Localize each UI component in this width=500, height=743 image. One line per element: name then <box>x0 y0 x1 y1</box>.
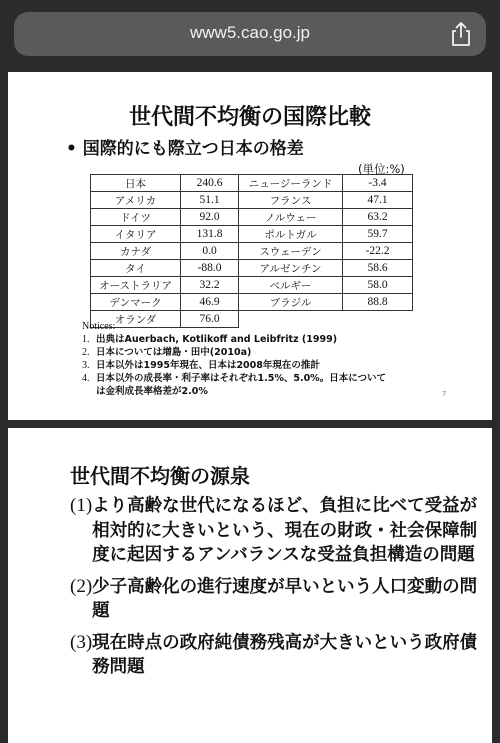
country-cell: 日本 <box>91 175 181 192</box>
value-cell: 88.8 <box>343 294 413 311</box>
country-cell: ポルトガル <box>239 226 343 243</box>
country-cell: ニュージーランド <box>239 175 343 192</box>
country-cell: アルゼンチン <box>239 260 343 277</box>
value-cell: -22.2 <box>343 243 413 260</box>
cause-text: 現在時点の政府純債務残高が大きいという政府債務問題 <box>92 632 478 677</box>
country-cell: オランダ <box>91 311 181 328</box>
table-row <box>91 226 413 243</box>
country-cell: イタリア <box>91 226 181 243</box>
note-number: 4. <box>82 373 90 384</box>
slide-title: 世代間不均衡の源泉 <box>70 464 250 488</box>
share-icon[interactable] <box>450 21 472 47</box>
value-cell: -3.4 <box>343 175 413 192</box>
country-cell: ブラジル <box>239 294 343 311</box>
note-text: 出典はAuerbach, Kotlikoff and Leibfritz (1999) <box>96 334 338 345</box>
value-cell: 131.8 <box>181 226 239 243</box>
cause-number: (1) <box>70 495 93 516</box>
value-cell: 58.0 <box>343 277 413 294</box>
cause-number: (3) <box>70 631 93 653</box>
note-number: 3. <box>82 360 90 371</box>
cause-text: より高齢な世代になるほど、負担に比べて受益が相対的に大きいという、現在の財政・社会保障制度に起因するアンバランスな受益負担構造の問題 <box>92 496 478 565</box>
note-item <box>82 333 386 346</box>
cause-item <box>70 631 480 680</box>
note-text: 日本については増島・田中(2010a) <box>96 347 252 358</box>
table-row <box>91 294 413 311</box>
cause-number: (2) <box>70 575 93 597</box>
country-cell: カナダ <box>91 243 181 260</box>
table-row <box>91 175 413 192</box>
country-cell: タイ <box>91 260 181 277</box>
country-cell: オーストラリア <box>91 277 181 294</box>
slide-bullet: • 国際的にも際立つ日本の格差 <box>66 139 304 159</box>
note-text: 日本以外の成長率・利子率はそれぞれ1.5%、5.0%。日本について <box>96 373 387 384</box>
url-text[interactable]: www5.cao.go.jp <box>189 23 310 42</box>
notices-label: Notices: <box>82 321 116 332</box>
country-cell: ベルギー <box>239 277 343 294</box>
cause-text: 少子高齢化の進行速度が早いという人口変動の問題 <box>92 576 478 621</box>
note-number: 2. <box>82 347 90 358</box>
value-cell: 92.0 <box>181 209 239 226</box>
country-cell: フランス <box>239 192 343 209</box>
note-number: 1. <box>82 334 90 345</box>
slide-title: 世代間不均衡の国際比較 <box>128 105 371 130</box>
country-cell: ノルウェー <box>239 209 343 226</box>
slide-source-of-imbalance <box>8 428 492 743</box>
value-cell: 76.0 <box>181 311 239 328</box>
country-cell: ドイツ <box>91 209 181 226</box>
value-cell: 46.9 <box>181 294 239 311</box>
value-cell: 59.7 <box>343 226 413 243</box>
table-row <box>91 192 413 209</box>
value-cell: 0.0 <box>181 243 239 260</box>
note-item <box>82 346 386 359</box>
country-cell: デンマーク <box>91 294 181 311</box>
table-row <box>91 277 413 294</box>
table-row <box>91 209 413 226</box>
note-continuation: は金利成長率格差が2.0% <box>96 386 208 397</box>
value-cell: 63.2 <box>343 209 413 226</box>
notices <box>82 320 386 398</box>
cause-list <box>70 494 480 687</box>
country-cell: アメリカ <box>91 192 181 209</box>
value-cell: 240.6 <box>181 175 239 192</box>
cause-item <box>70 575 480 624</box>
value-cell: 32.2 <box>181 277 239 294</box>
slide-international-comparison <box>8 72 492 420</box>
value-cell: 58.6 <box>343 260 413 277</box>
note-item <box>82 359 386 372</box>
note-item <box>82 372 386 385</box>
note-text: 日本以外は1995年現在、日本は2008年現在の推計 <box>96 360 320 371</box>
country-cell: スウェーデン <box>239 243 343 260</box>
address-bar[interactable] <box>14 12 486 56</box>
table-row <box>91 243 413 260</box>
page-number: 7 <box>442 390 447 398</box>
unit-label: (単位:%) <box>358 162 405 176</box>
table-row <box>91 260 413 277</box>
generational-gap-table <box>90 174 413 328</box>
cause-item <box>70 494 480 568</box>
value-cell: 47.1 <box>343 192 413 209</box>
value-cell: 51.1 <box>181 192 239 209</box>
value-cell: -88.0 <box>181 260 239 277</box>
